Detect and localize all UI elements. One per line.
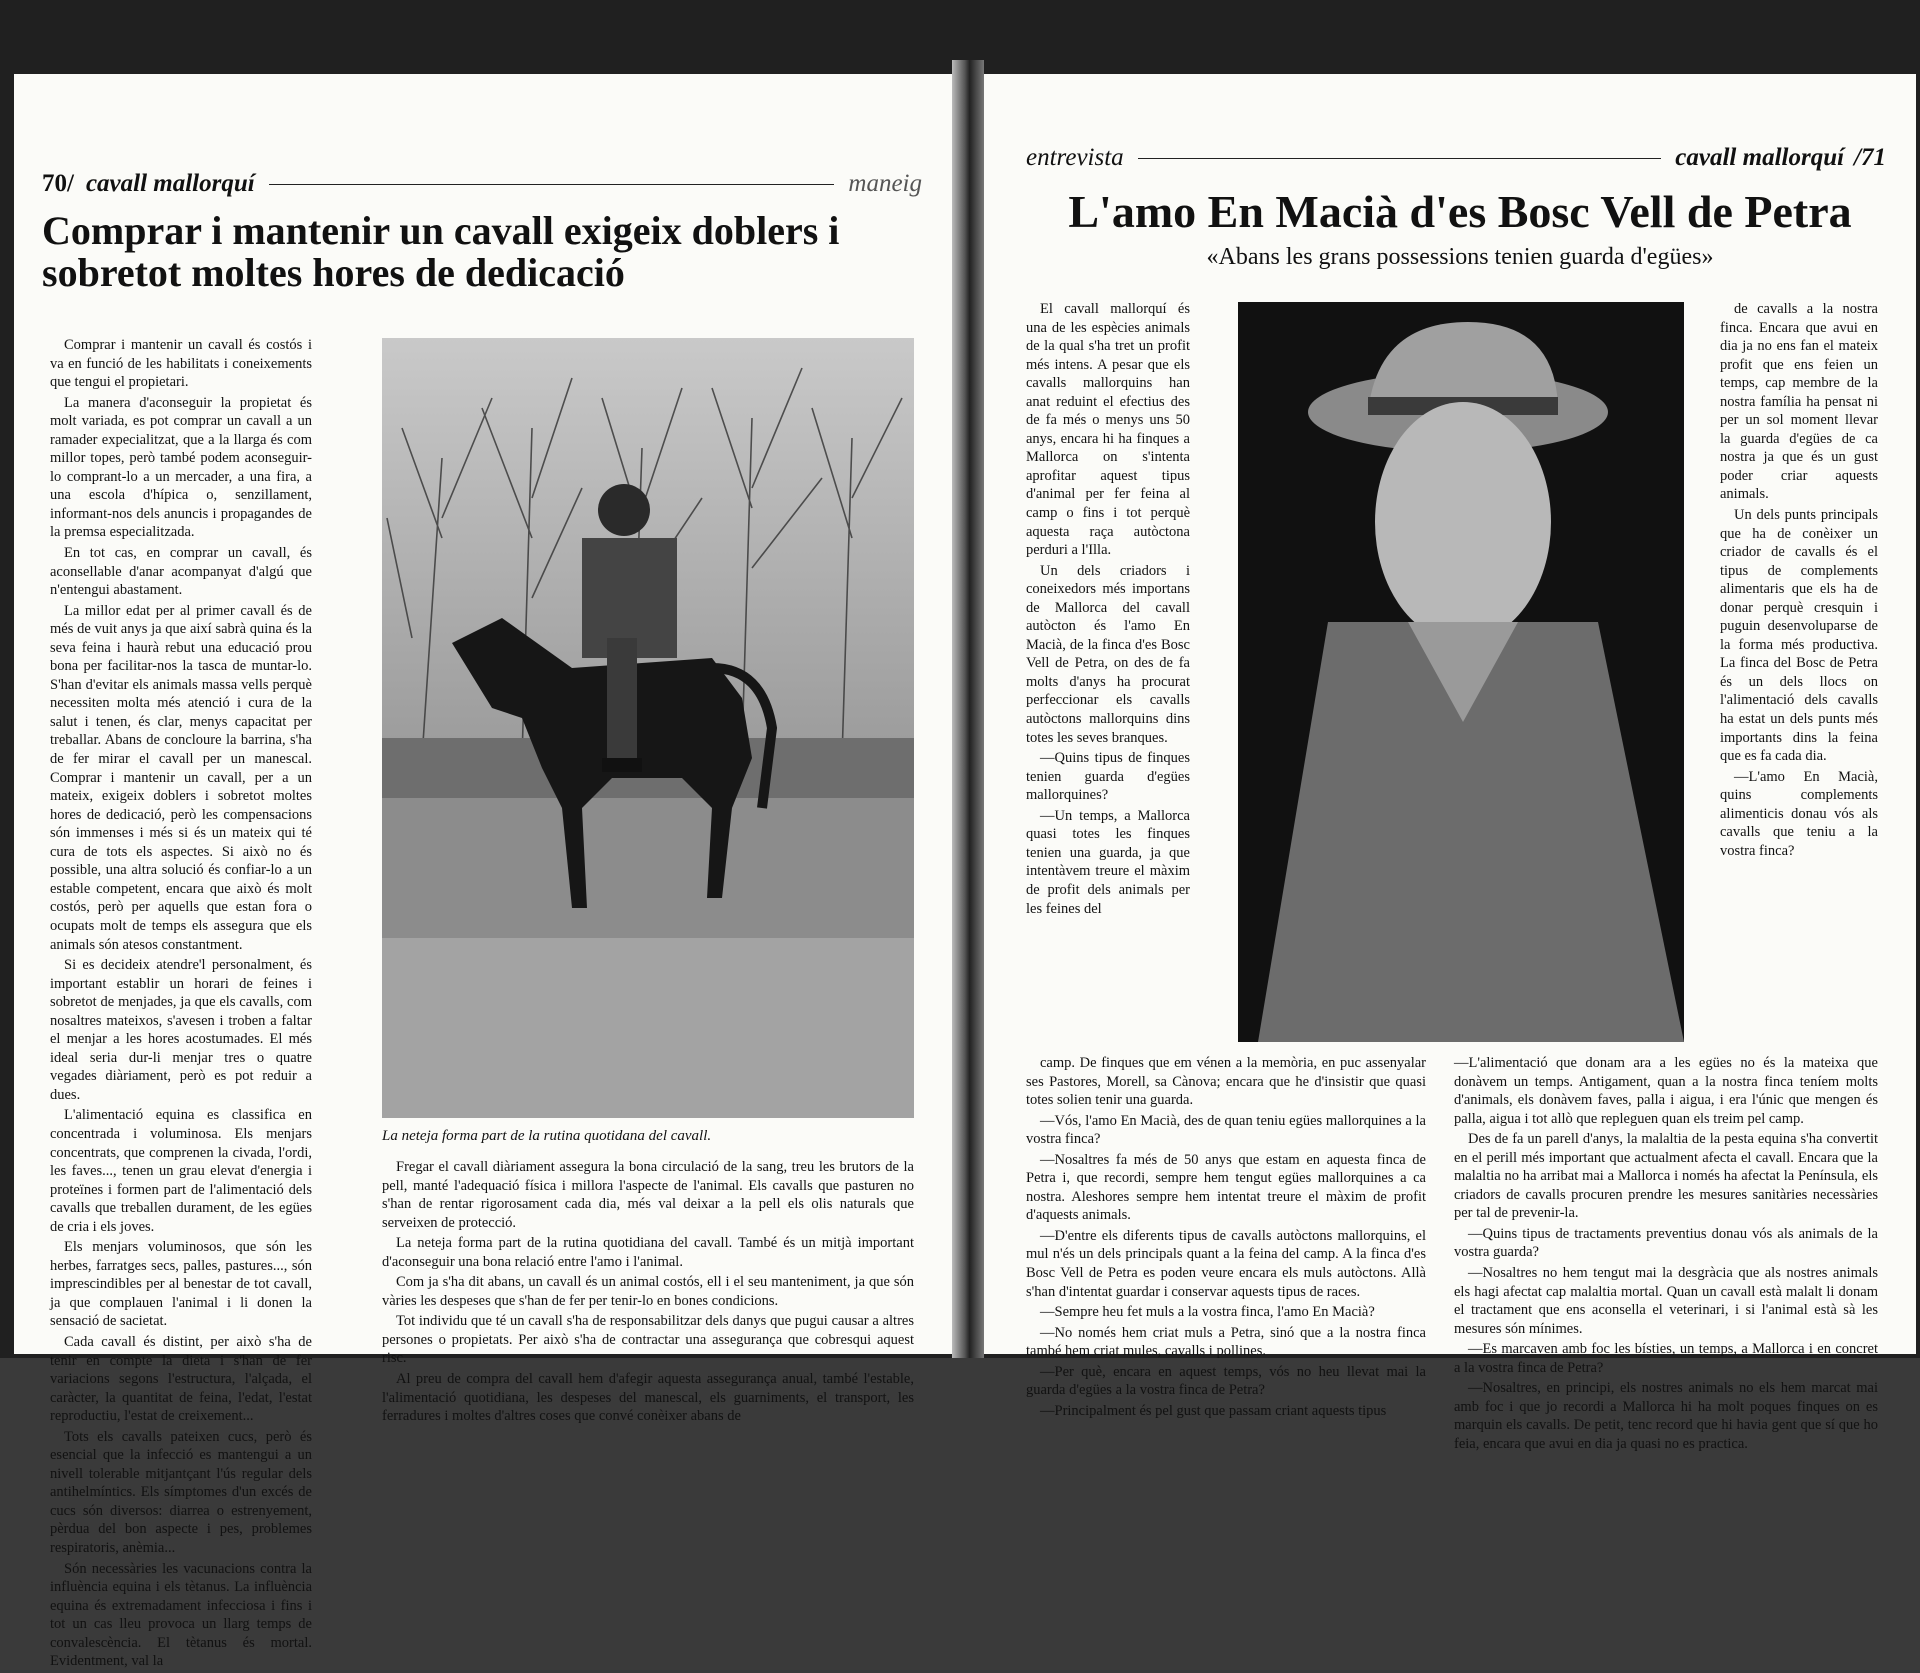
paragraph: —Un temps, a Mallorca quasi totes les finques tenien una guarda, ja que intentàvem treure el màxim de profit dels animals per les feines del <box>1026 807 1190 917</box>
paragraph: Tot individu que té un cavall s'ha de responsabilitzar dels danys que pugui causar a altres persones o propietats. Per això s'ha de contractar una assegurança que cobresqui aquest risc. <box>382 1313 914 1367</box>
paragraph: —Nosaltres fa més de 50 anys que estam en aquesta finca de Petra i, que recordi, sempre hem tengut egües mallorquines a ca nostra. Aleshores sempre hem intentat treure el màxim de profit d'aquests animals. <box>1026 1151 1426 1224</box>
paragraph: En tot cas, en comprar un cavall, és aconsellable d'anar acompanyat d'algú que n'entengui abastament. <box>50 545 312 599</box>
paragraph: La millor edat per al primer cavall és de més de vuit anys ja que així sabrà quina és la seva feina i haurà rebut una educació prou bona per facilitar-nos la tasca de muntar-lo. S'han d'evitar els animals massa vells perquè necessiten molta més atenció i cura de la salut i tenen, és clar, menys capacitat per treballar. Abans de concloure la barrina, s'ha de fer mirar el cavall per un manescal. Comprar i mantenir un cavall, per a un mateix, exigeix doblers i sobretot moltes hores de dedicació, però les compensacions són immenses i més si és un mateix qui té cura de tots els aspectes. Si això no és possible, una altra solució és confiar-lo a un estable competent, encara que això és molt costós, però per aquells que estan fora o ocupats molt de temps els assegura que els animals són atesos constantment. <box>50 602 312 953</box>
paragraph: Són necessàries les vacunacions contra la influència equina i els tètanus. La influència equina és extremadament infecciosa i fins i tot un cas lleu provoca un llarg temps de convalescència. El tètanus és mortal. Evidentment, val la <box>50 1560 312 1670</box>
paragraph: de cavalls a la nostra finca. Encara que avui en dia ja no ens fan el mateix profit que ens feien un temps, cap membre de la nostra família ha pensat ni per un sol moment llevar la guarda d'egües de ca nostra ja que és un gust poder criar aquests animals. <box>1720 301 1878 503</box>
right-subhead: «Abans les grans possessions tenien guarda d'egües» <box>1206 244 1714 270</box>
page-number-70: 70/ <box>42 170 74 197</box>
paragraph: Des de fa un parell d'anys, la malaltia de la pesta equina s'ha convertit en el perill més important que actualment afecta el cavall. Encara que la malaltia no ha arribat mai a Mallorca i només ha afectat la Península, els criadors de cavalls procuren prendre les mesures sanitàries necessàries per tal de prevenir-la. <box>1454 1131 1878 1222</box>
paragraph: —Vós, l'amo En Macià, des de quan teniu egües mallorquines a la vostra finca? <box>1026 1112 1426 1148</box>
running-title: cavall mallorquí <box>85 170 255 197</box>
paragraph: La neteja forma part de la rutina quotidiana del cavall. També és un mitjà important d'aconseguir una bona relació entre l'amo i l'animal. <box>382 1235 914 1270</box>
paragraph: camp. De finques que em vénen a la memòria, en puc assenyalar ses Pastores, Morell, sa Cànova; encara que he d'insistir que quasi totes solien tenir una guarda. <box>1026 1055 1426 1109</box>
paragraph: Si es decideix atendre'l personalment, és important establir un horari de feines i sobretot de menjades, ja que els cavalls, com nosaltres mateixos, s'avesen i troben a faltar el menjar a les hores acostumades. El més ideal seria dur-li menjar tres o quatre vegades diàriament, però es pot reduir a dues. <box>50 957 312 1103</box>
right-column-3 <box>1720 300 1878 862</box>
running-title: cavall mallorquí <box>1675 144 1845 171</box>
header-rule <box>1138 158 1662 159</box>
paragraph: La manera d'aconseguir la propietat és molt variada, es pot comprar un cavall a un ramader expecialitzat, que a la llarga és com millor topes, però també podem aconseguir-lo comprant-lo a un mercader, a una fira, a una escola d'hípica o, senzillament, informant-nos dels anuncis i propagandes de la premsa especialitzada. <box>50 394 312 541</box>
paragraph: —Nosaltres no hem tengut mai la desgràcia que als nostres animals els hagi afectat cap malaltia mortal. Quan un cavall està malalt li donam el tractament que ens aconsella el veterinari, i si l'animal està sà les mesures són mínimes. <box>1454 1265 1878 1337</box>
photo-caption: La neteja forma part de la rutina quotidana del cavall. <box>382 1128 712 1144</box>
paragraph: Tots els cavalls pateixen cucs, però és esencial que la infecció es mantengui a un nivell tolerable mitjantçant l'ús regular dels antihelmíntics. Els símptomes d'un excés de cucs són diversos: diarrea o estrenyement, pèrdua del bon aspecte i pes, problemes respiratoris, anèmia... <box>50 1428 312 1556</box>
horse-rider-photo <box>382 338 914 1118</box>
left-running-header <box>42 170 922 198</box>
right-bottom-column-right <box>1454 1054 1878 1455</box>
left-headline: Comprar i mantenir un cavall exigeix doblers i sobretot moltes hores de dedicació <box>42 208 840 295</box>
paragraph: Un dels punts principals que ha de conèixer un criador de cavalls és el tipus de complements alimentaris que els ha de donar perquè cresquin i puguin desenvoluparse de la forma més productiva. La finca del Bosc de Petra és un dels llocs on l'alimentació dels cavalls ha estat un dels punts més importants dins la feina que es fa cada dia. <box>1720 507 1878 765</box>
paragraph: Comprar i mantenir un cavall és costós i va en funció de les habilitats i coneixements que tengui el propietari. <box>50 337 312 391</box>
paragraph: Cada cavall és distint, per això s'ha de tenir en compte la dieta i s'han de fer variacions segons l'estructura, l'alçada, el caràcter, la quantitat de feina, l'edat, l'estat reproductiu, l'estat de creixement... <box>50 1333 312 1425</box>
section-label: entrevista <box>1026 144 1124 171</box>
portrait-image <box>1238 302 1684 1042</box>
paragraph: —Nosaltres, en principi, els nostres animals no els hem marcat mai amb foc i que jo recordi a Mallorca hi ha molt poques finques on es marquin els cavalls. De petit, tenc record que hi havia gent que sí que ho feia, encara que avui en dia ja quasi no es practica. <box>1454 1380 1878 1452</box>
paragraph: —Quins tipus de finques tenien guarda d'egües mallorquines? <box>1026 750 1190 804</box>
right-column-1 <box>1026 300 1190 920</box>
paragraph: Els menjars voluminosos, que són les herbes, farratges secs, palles, pastures..., són imprescindibles per al benestar de tot cavall, ja que complauen l'animal i li donen la sensació de sacietat. <box>50 1239 312 1330</box>
left-column-2 <box>382 1158 914 1428</box>
paragraph: Fregar el cavall diàriament assegura la bona circulació de la sang, treu les brutors de la pell, manté l'adequació física i millora l'aspecte de l'animal. Els cavalls que pasturen no s'han de rentar rigorosament cada dia, més val deixar a la pell els olis naturals que serveixen de protecció. <box>382 1159 914 1231</box>
left-column-1 <box>50 336 312 1673</box>
page-number-71: /71 <box>1854 144 1886 171</box>
right-running-header <box>1026 144 1886 172</box>
paragraph: El cavall mallorquí és una de les espècies animals de la qual s'ha tret un profit més intens. A pesar que els cavalls mallorquins han anat reduint el efectius des de fa més o menys uns 50 anys, encara hi ha finques a Mallorca on s'intenta aprofitar aquest tipus d'animal per fer feina al camp o fins i tot perquè aquesta raça autòctona perduri a l'Illa. <box>1026 301 1190 559</box>
section-label: maneig <box>848 170 922 197</box>
header-rule <box>269 184 835 185</box>
right-bottom-column-left <box>1026 1054 1426 1422</box>
paragraph: —Sempre heu fet muls a la vostra finca, l'amo En Macià? <box>1040 1304 1375 1321</box>
paragraph: —Quins tipus de tractaments preventius donau vós als animals de la vostra guarda? <box>1454 1225 1878 1261</box>
paragraph: —L'amo En Macià, quins complements alimenticis donau vós als cavalls que teniu a la vostra finca? <box>1720 768 1878 859</box>
paragraph: —L'alimentació que donam ara a les egües no és la mateixa que donàvem un temps. Antigament, quan a la nostra finca teníem molts d'animals, els donàvem faves, palla i aigua, i era l'únic que mengen és palla, aigua i tot allò que repleguen quan els treim pel camp. <box>1454 1055 1878 1127</box>
paragraph: Un dels criadors i coneixedors més importans de Mallorca del cavall autòcton és l'amo En Macià, de la finca d'es Bosc Vell de Petra, on des de fa molts d'anys ha procurat perfeccionar els cavalls autòctons mallorquins dins totes les seves branques. <box>1026 562 1190 746</box>
paragraph: —No només hem criat muls a Petra, sinó que a la nostra finca també hem criat mules, cavalls i pollines. <box>1026 1324 1426 1360</box>
paragraph: —D'entre els diferents tipus de cavalls autòctons mallorquins, el mul n'és un dels principals quant a la feina del camp. A la finca d'es Bosc Vell de Petra es poden veure encara els muls autòctons. Allà s'han d'intentat guardar i conservar aquests tipus de races. <box>1026 1227 1426 1300</box>
right-headline: L'amo En Macià d'es Bosc Vell de Petra <box>1068 186 1852 237</box>
horse-rider-image <box>382 338 914 1118</box>
left-page <box>14 74 954 1670</box>
paragraph: —Es marcaven amb foc les bísties, un temps, a Mallorca i en concret a la vostra finca de Petra? <box>1454 1341 1878 1376</box>
book-gutter <box>952 60 984 1358</box>
paragraph: —Per què, encara en aquest temps, vós no heu llevat mai la guarda d'egües a la vostra finca de Petra? <box>1026 1363 1426 1399</box>
paragraph: L'alimentació equina es classifica en concentrada i voluminosa. Els menjars concentrats, que comprenen la civada, l'ordi, les faves..., tenen un grau elevat d'energia i proteïnes i formen part de l'alimentació dels cavalls que treballen durament, de les egües de cria i els joves. <box>50 1107 312 1235</box>
right-page <box>984 74 1916 1452</box>
paragraph: —Principalment és pel gust que passam criant aquests tipus <box>1040 1402 1387 1419</box>
paragraph: Al preu de compra del cavall hem d'afegir aquesta assegurança anual, també l'estable, l'alimentació quotidiana, les despeses del manescal, els guarniments, el transport, les ferradures i moltes d'altres coses que convé conèixer abans de <box>382 1371 914 1425</box>
portrait-photo <box>1238 302 1684 1042</box>
paragraph: Com ja s'ha dit abans, un cavall és un animal costós, ell i el seu manteniment, ja que són vàries les despeses que s'han de fer per tenir-lo en bones condicions. <box>382 1274 914 1309</box>
